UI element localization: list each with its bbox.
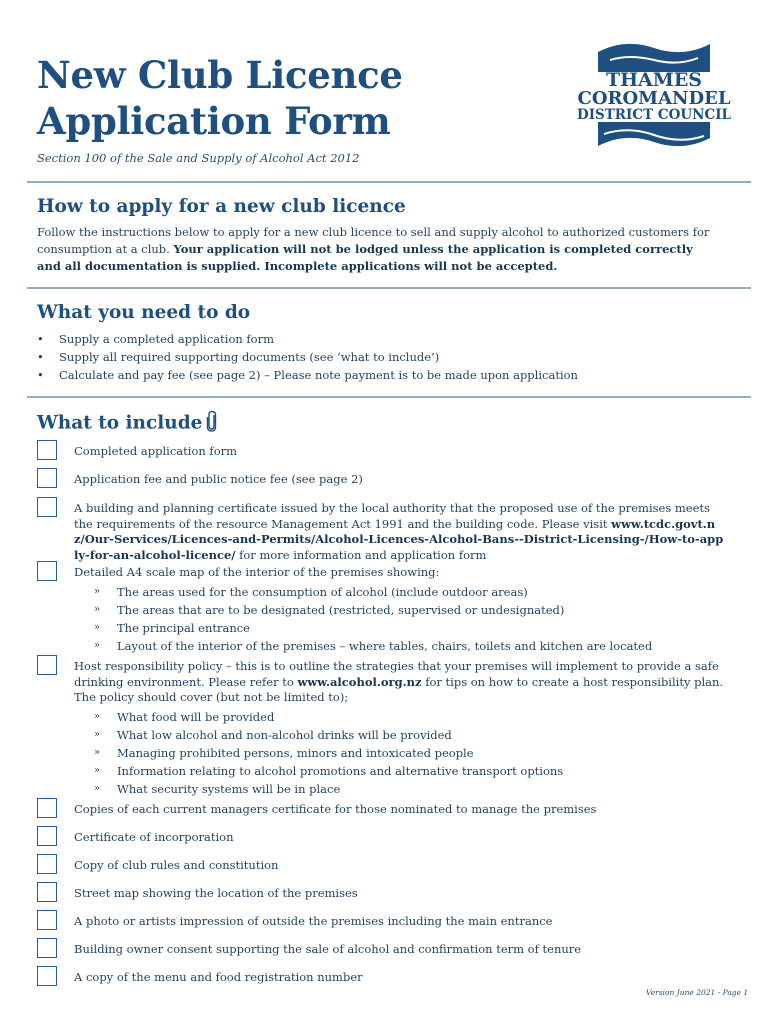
chevron-icon: » [94, 585, 101, 597]
checkbox[interactable] [37, 854, 57, 874]
checkbox[interactable] [37, 468, 57, 488]
tcdc-link[interactable]: www.tcdc.govt.nz/Our-Services/Licences-and-Permits/Alcohol-Licences-Alcohol-Bans--District-Licensing-/How-to-apply-for-an-alcohol-licence/ [74, 516, 724, 562]
list-item-text: Calculate and pay fee (see page 2) – Please note payment is to be made upon application [59, 368, 578, 382]
sub-list [74, 708, 724, 798]
paperclip-icon [206, 410, 218, 437]
chevron-icon: » [94, 603, 101, 615]
sub-list-item [74, 708, 724, 726]
logo-line-3: DISTRICT COUNCIL [576, 107, 732, 123]
checklist-item-text: A copy of the menu and food registration number [74, 970, 363, 984]
checkbox[interactable] [37, 910, 57, 930]
title-line-2: Application Form [37, 99, 391, 143]
intro-warning: Your application will not be lodged unless the application is completed correctly and all documentation is supplied. Incomplete applications will not be accepted. [37, 242, 693, 273]
sub-item-text: What food will be provided [117, 709, 275, 724]
chevron-icon: » [94, 710, 101, 722]
sub-list-item [74, 762, 724, 780]
what-to-do-list [37, 330, 578, 384]
logo-line-2: COROMANDEL [577, 88, 731, 109]
alcohol-org-link[interactable]: www.alcohol.org.nz [297, 674, 422, 689]
list-item [37, 366, 578, 384]
sub-item-text: What low alcohol and non-alcohol drinks will be provided [117, 727, 452, 742]
sub-list-item [74, 744, 724, 762]
divider [27, 396, 751, 398]
sub-item-text: Information relating to alcohol promotions and alternative transport options [117, 763, 564, 778]
checklist-item-text: Building owner consent supporting the sale of alcohol and confirmation term of tenure [74, 942, 582, 956]
council-logo [570, 38, 738, 154]
what-to-include-heading [37, 410, 218, 437]
sub-item-text: Layout of the interior of the premises – where tables, chairs, toilets and kitchen are located [117, 638, 653, 653]
sub-list-item [74, 601, 724, 619]
chevron-icon: » [94, 764, 101, 776]
title-line-1: New Club Licence [37, 53, 403, 97]
checklist-text: A building and planning certificate issued by the local authority that the proposed use of the premises meets the requirements of the resource Management Act 1991 and the building code. Please visit [74, 501, 710, 531]
list-item-text: Supply a completed application form [59, 332, 275, 346]
sub-item-text: Managing prohibited persons, minors and intoxicated people [117, 745, 474, 760]
checkbox[interactable] [37, 561, 57, 581]
checklist-text: Detailed A4 scale map of the interior of the premises showing: [74, 565, 440, 579]
intro-text: Follow the instructions below to apply for a new club licence to sell and supply alcohol to authorized customers for consumption at a club. [37, 225, 710, 256]
checklist-item-text: A photo or artists impression of outside the premises including the main entrance [74, 914, 553, 928]
how-to-apply-heading: How to apply for a new club licence [37, 196, 406, 217]
chevron-icon: » [94, 782, 101, 794]
sub-list-item [74, 780, 724, 798]
checklist-text-after: for tips on how to create a host responsibility plan. The policy should cover (but not be limited to); [74, 674, 724, 704]
list-item-text: Supply all required supporting documents (see ‘what to include’) [59, 350, 440, 364]
divider [27, 287, 751, 289]
bullet-icon: • [37, 368, 44, 382]
page-title [37, 52, 403, 144]
checkbox[interactable] [37, 440, 57, 460]
checklist-item-text: Street map showing the location of the premises [74, 886, 358, 900]
checklist-item-text: Copies of each current managers certificate for those nominated to manage the premises [74, 802, 597, 816]
page-footer: Version June 2021 - Page 1 [646, 988, 749, 997]
checkbox[interactable] [37, 966, 57, 986]
logo-line-1: THAMES [605, 69, 703, 91]
chevron-icon: » [94, 746, 101, 758]
checklist-item-text: Application fee and public notice fee (see page 2) [74, 472, 363, 486]
sub-item-text: The areas used for the consumption of alcohol (include outdoor areas) [117, 584, 528, 599]
sub-list-item [74, 637, 724, 655]
checklist-item-text [74, 565, 724, 655]
sub-item-text: The principal entrance [117, 620, 250, 635]
sub-list [74, 583, 724, 655]
sub-list-item [74, 619, 724, 637]
act-reference: Section 100 of the Sale and Supply of Alcohol Act 2012 [37, 151, 360, 165]
checkbox[interactable] [37, 826, 57, 846]
what-to-do-heading: What you need to do [37, 302, 251, 323]
checklist-item-text: Certificate of incorporation [74, 830, 234, 844]
checklist-item-text: Copy of club rules and constitution [74, 858, 279, 872]
list-item [37, 348, 578, 366]
checklist-text: Host responsibility policy – this is to outline the strategies that your premises will implement to provide a safe drinking environment. Please refer to [74, 659, 719, 689]
logo-graphic [570, 38, 738, 154]
checklist-item-text [74, 659, 724, 798]
checklist-text-after: for more information and application form [235, 547, 487, 562]
checkbox[interactable] [37, 655, 57, 675]
what-to-include-heading-text: What to include [37, 412, 203, 434]
divider [27, 181, 751, 183]
chevron-icon: » [94, 621, 101, 633]
sub-item-text: The areas that are to be designated (restricted, supervised or undesignated) [117, 602, 565, 617]
sub-list-item [74, 726, 724, 744]
sub-item-text: What security systems will be in place [117, 781, 341, 796]
bullet-icon: • [37, 332, 44, 346]
checklist-item-text: Completed application form [74, 444, 238, 458]
bullet-icon: • [37, 350, 44, 364]
checkbox[interactable] [37, 497, 57, 517]
checkbox[interactable] [37, 882, 57, 902]
checkbox[interactable] [37, 938, 57, 958]
checklist-item-text [74, 501, 724, 563]
how-to-apply-text [37, 224, 717, 275]
sub-list-item [74, 583, 724, 601]
list-item [37, 330, 578, 348]
chevron-icon: » [94, 639, 101, 651]
chevron-icon: » [94, 728, 101, 740]
checkbox[interactable] [37, 798, 57, 818]
